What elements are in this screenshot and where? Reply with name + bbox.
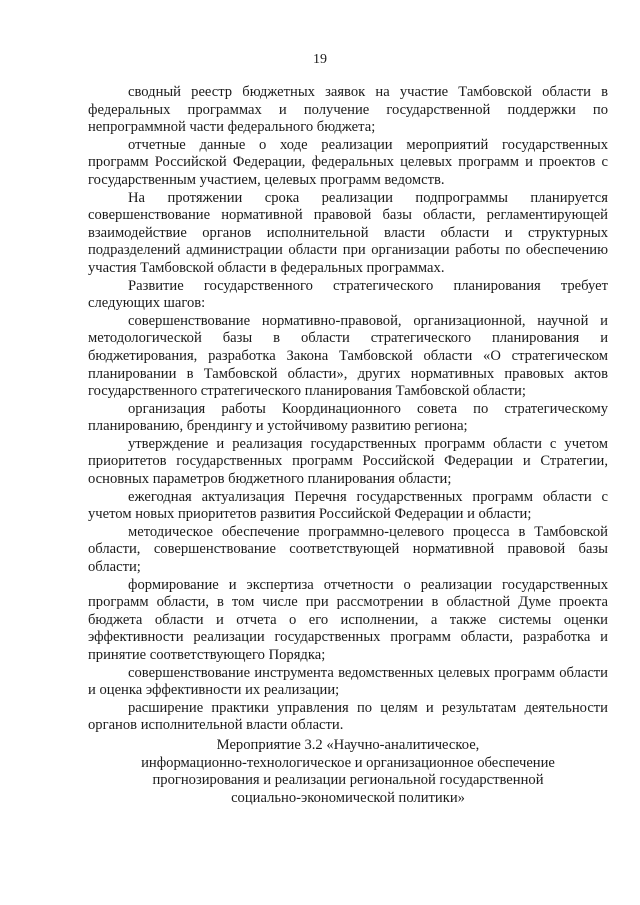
paragraph-methodical-support: методическое обеспечение программно-целевого процесса в Тамбовской области, совершенствование соответствующей нормативной правовой базы области; [88, 523, 608, 576]
paragraph-progress-reports: отчетные данные о ходе реализации мероприятий государственных программ Российской Федерации, федеральных целевых программ и проектов с государственным участием, целевых программ ведомств. [88, 136, 608, 188]
paragraph-results-management: расширение практики управления по целям и результатам деятельности органов исполнительной власти области. [88, 699, 608, 734]
paragraph-coordination-council: организация работы Координационного совета по стратегическому планированию, брендингу и устойчивому развитию региона; [88, 400, 608, 435]
section-heading [88, 737, 608, 807]
paragraph-reporting-expertise: формирование и экспертиза отчетности о реализации государственных программ области, в том числе при рассмотрении в областной Думе проекта бюджета области и отчета о его исполнении, а также системы оценки эффективности реализации государственных программ области, разработка и принятие соответствующего Порядка; [88, 576, 608, 663]
paragraph-legal-framework: совершенствование нормативно-правовой, организационной, научной и методологической базы в области стратегического планирования и бюджетирования, разработка Закона Тамбовской области «О стратегическом планировании в Тамбовской области», других нормативных правовых актов государственного стратегического планирования Тамбовской области; [88, 312, 608, 400]
heading-line: информационно-технологическое и организационное обеспечение [141, 754, 555, 771]
paragraph-state-programs-approval: утверждение и реализация государственных программ области с учетом приоритетов государственных программ Российской Федерации и Стратегии, основных параметров бюджетного планирования области; [88, 435, 608, 488]
paragraph-subprogram-plan: На протяжении срока реализации подпрограммы планируется совершенствование нормативной правовой базы области, регламентирующей взаимодействие органов исполнительной власти области и структурных подразделений администрации области при организации работы по обеспечению участия Тамбовской области в федеральных программах. [88, 189, 608, 276]
heading-line: Мероприятие 3.2 «Научно-аналитическое, [216, 737, 480, 753]
paragraph-planning-steps-intro: Развитие государственного стратегического планирования требует следующих шагов: [88, 277, 608, 312]
document-body [88, 84, 608, 735]
paragraph-departmental-programs: совершенствование инструмента ведомственных целевых программ области и оценка эффективности их реализации; [88, 664, 608, 699]
paragraph-annual-update: ежегодная актуализация Перечня государственных программ области с учетом новых приоритетов развития Российской Федерации и области; [88, 488, 608, 523]
heading-line: прогнозирования и реализации региональной государственной [152, 772, 544, 789]
paragraph-consolidated-registry: сводный реестр бюджетных заявок на участие Тамбовской области в федеральных программах и получение государственной поддержки по непрограммной части федерального бюджета; [88, 84, 608, 136]
page-number: 19 [313, 52, 327, 67]
heading-line: социально-экономической политики» [231, 789, 465, 806]
